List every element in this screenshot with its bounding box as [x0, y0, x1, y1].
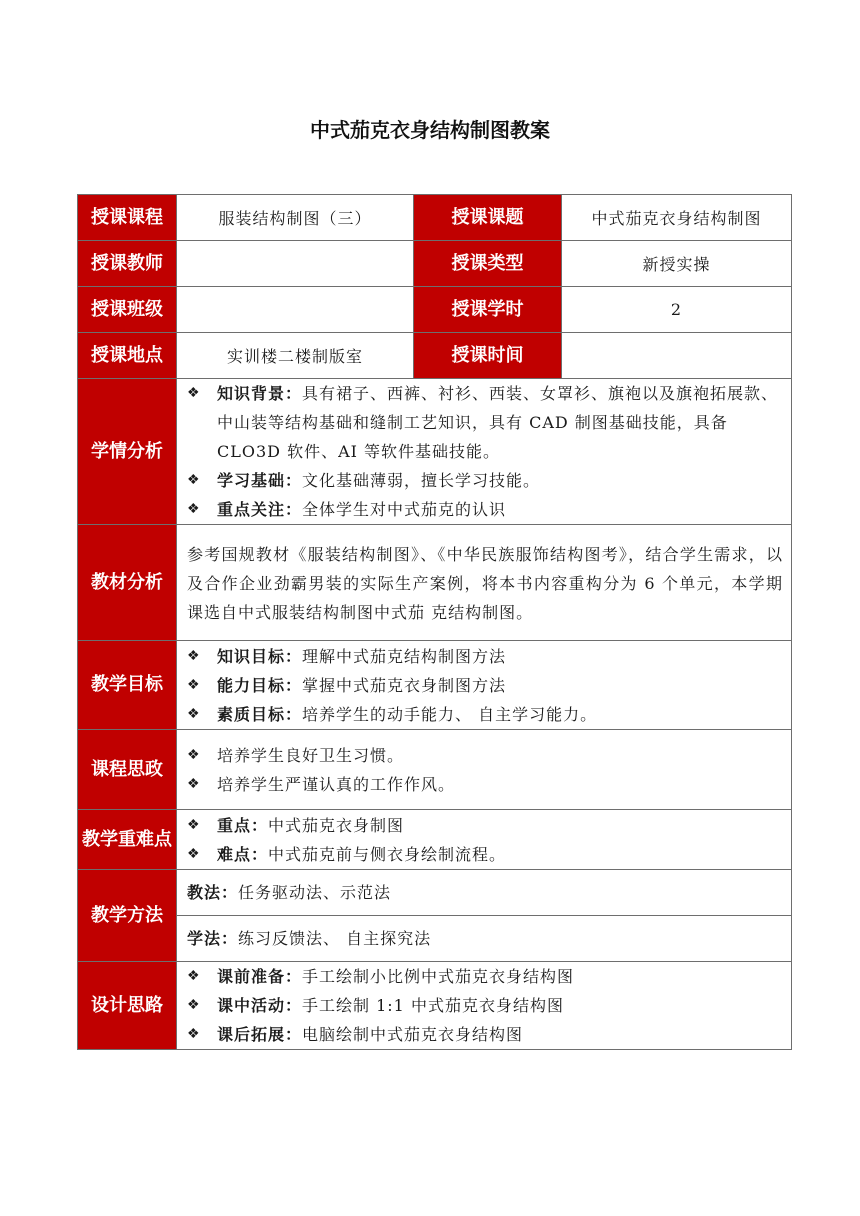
row-methods-learn: [78, 916, 792, 962]
item-key: 知识背景：: [217, 384, 303, 403]
row-ideology: [78, 730, 792, 810]
list-item: [187, 840, 783, 869]
type-label: 授课类型: [414, 241, 562, 287]
bullet-icon: ❖: [187, 746, 201, 763]
item-key: 素质目标：: [217, 704, 303, 724]
list-item: [187, 1020, 783, 1049]
material-analysis-text: 参考国规教材《服装结构制图》、《中华民族服饰结构图考》，结合学生需求，以及合作企业劲霸男装的实际生产案例，将本书内容重构分为 6 个单元，本学期课选自中式服装结构制图中式茄 克结构制图。: [177, 525, 792, 641]
item-key: 知识目标：: [217, 646, 303, 666]
list-item: [187, 495, 783, 524]
row-design: [78, 962, 792, 1050]
item-text: 全体学生对中式茄克的认识: [302, 500, 507, 519]
class-value: [177, 287, 414, 333]
row-key-points: [78, 810, 792, 870]
teaching-goals-content: [177, 641, 792, 730]
topic-value: 中式茄克衣身结构制图: [562, 195, 792, 241]
list-item: [187, 379, 783, 466]
bullet-icon: ❖: [187, 647, 201, 664]
list-item: [187, 700, 783, 729]
teacher-label: 授课教师: [78, 241, 177, 287]
key-points-content: [177, 810, 792, 870]
item-text: 培养学生严谨认真的工作作风。: [217, 774, 456, 794]
item-key: 能力目标：: [217, 675, 303, 695]
learner-analysis-label: 学情分析: [78, 379, 177, 525]
class-label: 授课班级: [78, 287, 177, 333]
teacher-value: [177, 241, 414, 287]
learner-analysis-content: [177, 379, 792, 525]
key-points-label: 教学重难点: [78, 810, 177, 870]
ideology-content: [177, 730, 792, 810]
learn-method-text: 练习反馈法、 自主探究法: [238, 929, 432, 948]
bullet-icon: ❖: [187, 968, 201, 984]
teaching-methods-label: 教学方法: [78, 870, 177, 962]
bullet-icon: ❖: [187, 501, 201, 517]
topic-label: 授课课题: [414, 195, 562, 241]
item-key: 重点：: [217, 815, 269, 835]
bullet-icon: ❖: [187, 705, 201, 722]
row-teaching-goals: [78, 641, 792, 730]
item-key: 课后拓展：: [217, 1025, 303, 1044]
bullet-icon: ❖: [187, 676, 201, 693]
item-text: 手工绘制 1:1 中式茄克衣身结构图: [302, 996, 564, 1015]
bullet-icon: ❖: [187, 816, 201, 833]
lesson-plan-table: [77, 194, 792, 1050]
bullet-icon: ❖: [187, 472, 201, 488]
row-learner-analysis: [78, 379, 792, 525]
item-text: 掌握中式茄克衣身制图方法: [302, 675, 507, 695]
material-analysis-label: 教材分析: [78, 525, 177, 641]
list-item: [187, 466, 783, 495]
list-item: [187, 642, 783, 671]
item-text: 中式茄克衣身制图: [268, 815, 405, 835]
row-material-analysis: [78, 525, 792, 641]
time-label: 授课时间: [414, 333, 562, 379]
row-teacher: [78, 241, 792, 287]
hours-label: 授课学时: [414, 287, 562, 333]
list-item: [187, 962, 783, 991]
teach-method-key: 教法：: [187, 883, 239, 902]
course-value: 服装结构制图（三）: [177, 195, 414, 241]
item-key: 重点关注：: [217, 500, 303, 519]
bullet-icon: ❖: [187, 845, 201, 862]
ideology-label: 课程思政: [78, 730, 177, 810]
item-text: 中式茄克前与侧衣身绘制流程。: [268, 844, 507, 864]
teach-method: [177, 870, 792, 916]
time-value: [562, 333, 792, 379]
type-value: 新授实操: [562, 241, 792, 287]
learn-method-key: 学法：: [187, 929, 239, 948]
row-class: [78, 287, 792, 333]
row-methods-teach: [78, 870, 792, 916]
list-item: [187, 671, 783, 700]
teaching-goals-label: 教学目标: [78, 641, 177, 730]
item-text: 手工绘制小比例中式茄克衣身结构图: [302, 967, 575, 986]
item-text: 文化基础薄弱，擅长学习技能。: [302, 471, 541, 490]
item-key: 课前准备：: [217, 967, 303, 986]
document-title: 中式茄克衣身结构制图教案: [310, 118, 550, 142]
bullet-icon: ❖: [187, 775, 201, 792]
teach-method-text: 任务驱动法、示范法: [238, 883, 392, 902]
hours-value: 2: [562, 287, 792, 333]
bullet-icon: ❖: [187, 1026, 201, 1042]
list-item: [187, 741, 783, 770]
list-item: [187, 991, 783, 1020]
row-course: [78, 195, 792, 241]
learn-method: [177, 916, 792, 962]
item-text: 电脑绘制中式茄克衣身结构图: [302, 1025, 524, 1044]
item-text: 培养学生的动手能力、 自主学习能力。: [302, 704, 598, 724]
item-key: 难点：: [217, 844, 269, 864]
course-label: 授课课程: [78, 195, 177, 241]
item-text: 培养学生良好卫生习惯。: [217, 745, 405, 765]
place-label: 授课地点: [78, 333, 177, 379]
item-text: 理解中式茄克结构制图方法: [302, 646, 507, 666]
list-item: [187, 770, 783, 799]
row-place: [78, 333, 792, 379]
design-label: 设计思路: [78, 962, 177, 1050]
bullet-icon: ❖: [187, 997, 201, 1013]
list-item: [187, 811, 783, 840]
item-key: 学习基础：: [217, 471, 303, 490]
place-value: 实训楼二楼制版室: [177, 333, 414, 379]
design-content: [177, 962, 792, 1050]
item-key: 课中活动：: [217, 996, 303, 1015]
item-text: 具有裙子、西裤、衬衫、西装、女罩衫、旗袍以及旗袍拓展款、中山装等结构基础和缝制工艺知识，具有 CAD 制图基础技能，具备 CLO3D 软件、AI 等软件基础技能。: [217, 384, 779, 461]
bullet-icon: ❖: [187, 385, 201, 401]
